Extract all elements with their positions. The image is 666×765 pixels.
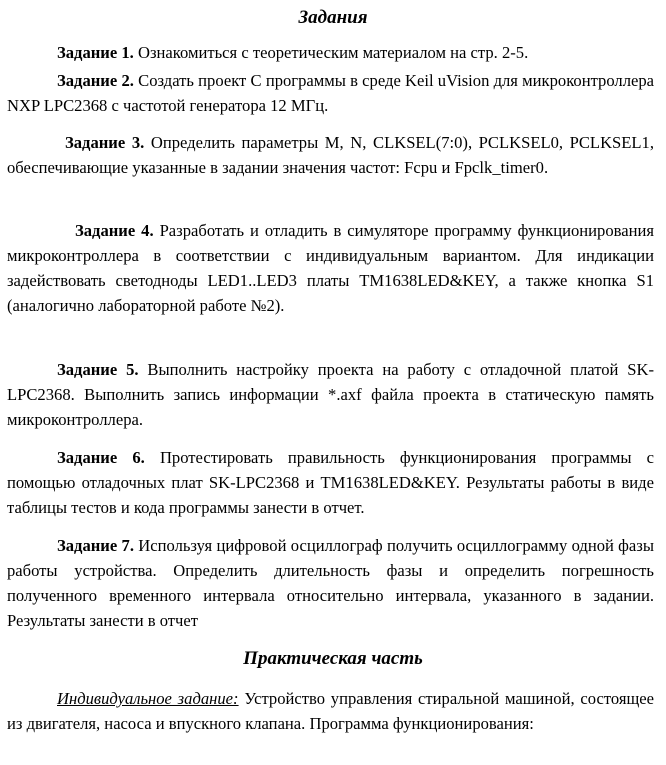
task-2-label: Задание 2. bbox=[57, 71, 134, 90]
task-3 bbox=[7, 130, 654, 180]
task-3-text: Определить параметры M, N, CLKSEL(7:0), PCLKSEL0, PCLKSEL1, обеспечивающие указанные в задании значения частот: Fcpu и Fpclk_timer0. bbox=[7, 133, 654, 177]
task-7 bbox=[7, 533, 654, 633]
task-5-label: Задание 5. bbox=[57, 360, 139, 379]
task-6-text: Протестировать правильность функционирования программы с помощью отладочных плат SK-LPC2368 и TM1638LED&KEY. Результаты работы в виде таблицы тестов и кода программы занести в отчет. bbox=[7, 448, 654, 517]
task-1-text: Ознакомиться с теоретическим материалом на стр. 2-5. bbox=[137, 43, 529, 62]
task-5 bbox=[7, 357, 654, 432]
task-4 bbox=[7, 218, 654, 318]
practice-heading: Практическая часть bbox=[243, 648, 423, 669]
tasks-heading: Задания bbox=[298, 7, 368, 28]
task-1 bbox=[7, 40, 617, 65]
task-7-text: Используя цифровой осциллограф получить осциллограмму одной фазы работы устройства. Определить длительность фазы и определить погрешность полученного временного интервала относительно интервала, указанного в задании. Результаты занести в отчет bbox=[7, 536, 655, 630]
individual-task bbox=[7, 686, 654, 736]
individual-task-label: Индивидуальное задание: bbox=[57, 689, 239, 708]
task-1-label: Задание 1. bbox=[57, 43, 134, 62]
task-5-text: Выполнить настройку проекта на работу с отладочной платой SK-LPC2368. Выполнить запись информации *.axf файла проекта в статическую память микроконтроллера. bbox=[7, 360, 654, 429]
task-3-label: Задание 3. bbox=[65, 133, 145, 152]
task-7-label: Задание 7. bbox=[57, 536, 134, 555]
task-2 bbox=[7, 68, 654, 118]
individual-task-text: Устройство управления стиральной машиной, состоящее из двигателя, насоса и впускного клапана. Программа функционирования: bbox=[7, 689, 654, 733]
task-6-label: Задание 6. bbox=[57, 448, 145, 467]
task-6 bbox=[7, 445, 654, 520]
task-4-label: Задание 4. bbox=[75, 221, 154, 240]
task-2-text: Создать проект С программы в среде Keil uVision для микроконтроллера NXP LPC2368 с частотой генератора 12 МГц. bbox=[7, 71, 655, 115]
task-4-text: Разработать и отладить в симуляторе программу функционирования микроконтроллера в соответствии с индивидуальным вариантом. Для индикации задействовать светодноды LED1..LED3 платы TM1638LED&KEY, а также кнопка S1 (аналогично лабораторной работе №2). bbox=[7, 221, 654, 315]
